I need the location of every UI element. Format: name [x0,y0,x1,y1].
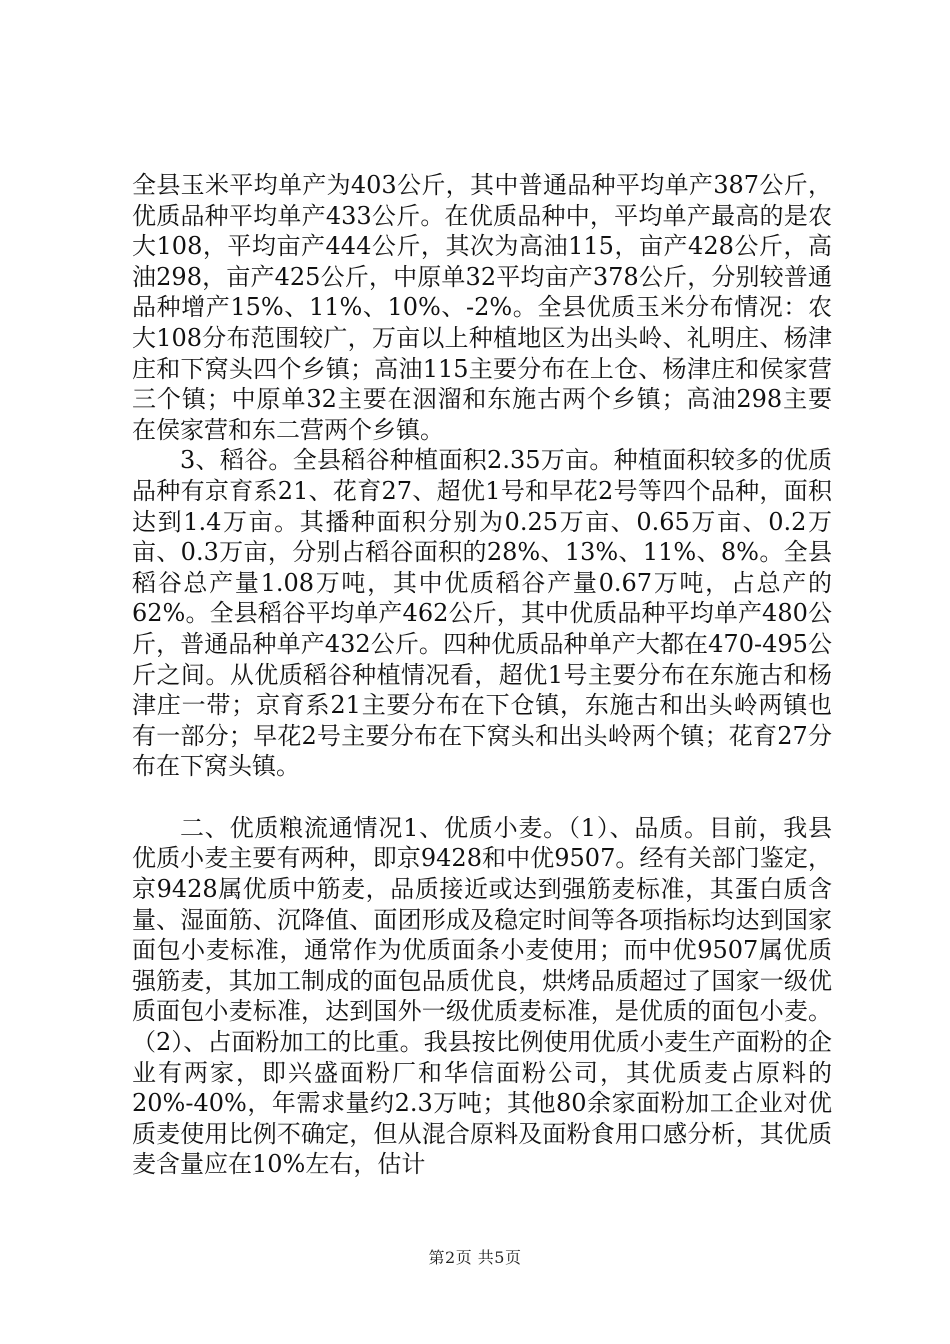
page-number-footer: 第2页 共5页 [428,1248,522,1267]
document-body [132,170,832,1180]
paragraph-grain-circulation: 二、优质粮流通情况1、优质小麦。（1）、品质。目前，我县优质小麦主要有两种，即京9428和中优9507。经有关部门鉴定，京9428属优质中筋麦，品质接近或达到强筋麦标准，其蛋白质含量、湿面筋、沉降值、面团形成及稳定时间等各项指标均达到国家面包小麦标准，通常作为优质面条小麦使用；而中优9507属优质强筋麦，其加工制成的面包品质优良，烘烤品质超过了国家一级优质面包小麦标准，达到国外一级优质麦标准，是优质的面包小麦。（2）、占面粉加工的比重。我县按比例使用优质小麦生产面粉的企业有两家，即兴盛面粉厂和华信面粉公司，其优质麦占原料的20%-40%，年需求量约2.3万吨；其他80余家面粉加工企业对优质麦使用比例不确定，但从混合原料及面粉食用口感分析，其优质麦含量应在10%左右，估计 [132,813,832,1179]
paragraph-rice: 3、稻谷。全县稻谷种植面积2.35万亩。种植面积较多的优质品种有京育系21、花育27、超优1号和早花2号等四个品种，面积达到1.4万亩。其播种面积分别为0.25万亩、0.65万亩、0.2万亩、0.3万亩，分别占稻谷面积的28%、13%、11%、8%。全县稻谷总产量1.08万吨，其中优质稻谷产量0.67万吨，占总产的62%。全县稻谷平均单产462公斤，其中优质品种平均单产480公斤，普通品种单产432公斤。四种优质品种单产大都在470-495公斤之间。从优质稻谷种植情况看，超优1号主要分布在东施古和杨津庄一带；京育系21主要分布在下仓镇，东施古和出头岭两镇也有一部分；早花2号主要分布在下窝头和出头岭两个镇；花育27分布在下窝头镇。 [132,446,832,781]
paragraph-spacer [132,782,832,813]
paragraph-corn-yield: 全县玉米平均单产为403公斤，其中普通品种平均单产387公斤，优质品种平均单产433公斤。在优质品种中，平均单产最高的是农大108，平均亩产444公斤，其次为高油115，亩产428公斤，高油298，亩产425公斤，中原单32平均亩产378公斤，分别较普通品种增产15%、11%、10%、-2%。全县优质玉米分布情况：农大108分布范围较广，万亩以上种植地区为出头岭、礼明庄、杨津庄和下窝头四个乡镇；高油115主要分布在上仓、杨津庄和侯家营三个镇；中原单32主要在洇溜和东施古两个乡镇；高油298主要在侯家营和东二营两个乡镇。 [132,171,832,444]
